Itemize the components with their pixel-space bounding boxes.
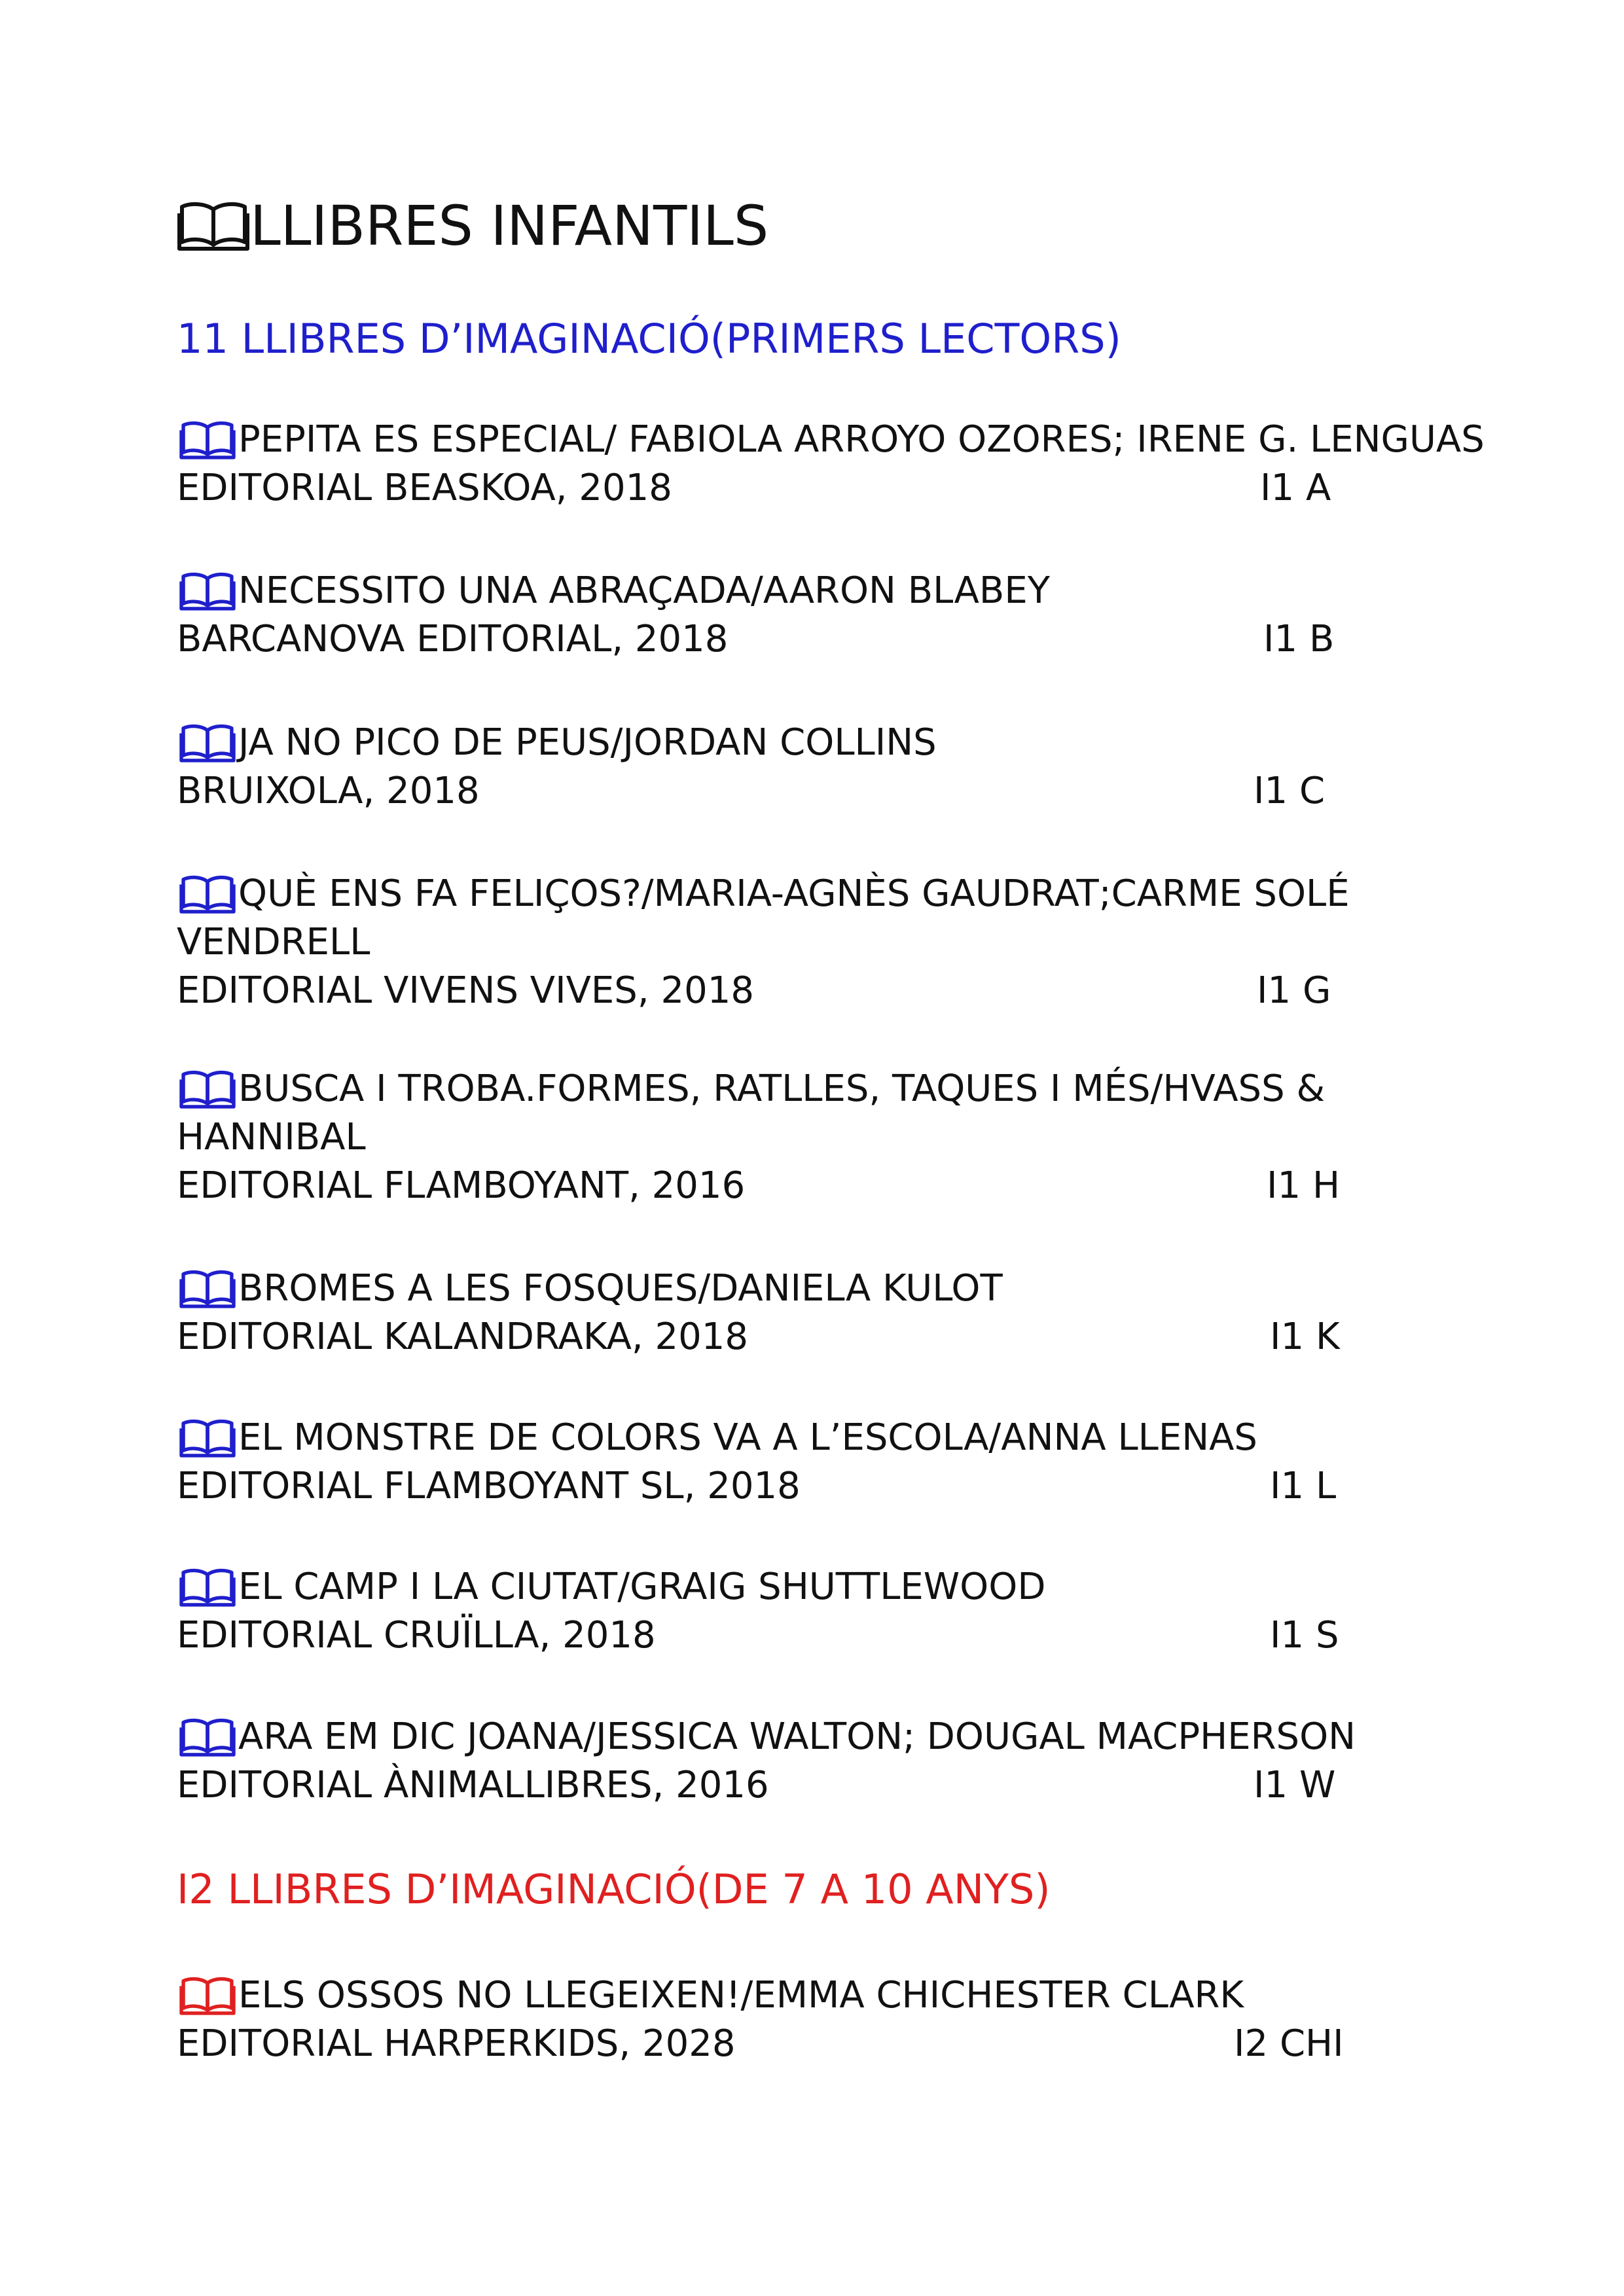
book-title: BROMES A LES FOSQUES/DANIELA KULOT: [238, 1267, 1003, 1310]
section-heading-i1: 11 LLIBRES D’IMAGINACIÓ(PRIMERS LECTORS): [177, 315, 1121, 363]
book-title: JA NO PICO DE PEUS/JORDAN COLLINS: [238, 721, 937, 764]
book-title-line: [177, 1265, 1486, 1313]
book-entry: [177, 870, 1486, 1015]
book-publisher-line: [177, 1162, 1486, 1210]
book-publisher-line: [177, 767, 1486, 816]
book-title-line: [177, 1713, 1486, 1761]
book-publisher: BARCANOVA EDITORIAL, 2018: [177, 618, 729, 660]
open-book-icon: [177, 1269, 238, 1308]
book-code: I1 H: [1267, 1164, 1341, 1207]
book-entry: [177, 719, 1486, 816]
book-publisher: EDITORIAL HARPERKIDS, 2028: [177, 2022, 736, 2065]
book-publisher: EDITORIAL VIVENS VIVES, 2018: [177, 969, 754, 1012]
book-publisher: EDITORIAL ÀNIMALLIBRES, 2016: [177, 1764, 769, 1806]
open-book-icon: [177, 200, 250, 251]
book-entry: [177, 416, 1486, 512]
book-title: BUSCA I TROBA.FORMES, RATLLES, TAQUES I MÉS/HVASS &: [238, 1067, 1326, 1110]
book-publisher-line: [177, 615, 1486, 664]
book-title: EL MONSTRE DE COLORS VA A L’ESCOLA/ANNA LLENAS: [238, 1416, 1257, 1459]
book-title-continued: [177, 918, 1486, 967]
book-code: I1 S: [1270, 1614, 1339, 1657]
book-title-line: [177, 1414, 1486, 1462]
open-book-icon: [177, 1976, 238, 2015]
book-title-line-2: HANNIBAL: [177, 1116, 366, 1158]
book-publisher-line: [177, 967, 1486, 1015]
open-book-icon: [177, 1568, 238, 1607]
book-title-line: [177, 870, 1486, 918]
book-entry: [177, 1065, 1486, 1210]
book-code: I2 CHI: [1234, 2022, 1344, 2065]
book-title-line: [177, 1065, 1486, 1113]
book-code: I1 A: [1260, 467, 1331, 509]
book-title: ARA EM DIC JOANA/JESSICA WALTON; DOUGAL MACPHERSON: [238, 1715, 1356, 1758]
book-title-line: [177, 416, 1486, 464]
book-publisher: EDITORIAL KALANDRAKA, 2018: [177, 1316, 749, 1358]
book-title-line: [177, 719, 1486, 767]
open-book-icon: [177, 1418, 238, 1458]
section-heading-i2: I2 LLIBRES D’IMAGINACIÓ(DE 7 A 10 ANYS): [177, 1865, 1051, 1913]
book-title: NECESSITO UNA ABRAÇADA/AARON BLABEY: [238, 569, 1050, 612]
book-title-line: [177, 1971, 1486, 2020]
book-entry: [177, 1265, 1486, 1361]
page-title-text: LLIBRES INFANTILS: [250, 194, 769, 258]
book-entry: [177, 1563, 1486, 1660]
book-publisher-line: [177, 1761, 1486, 1810]
book-code: I1 K: [1270, 1316, 1340, 1358]
book-publisher-line: [177, 2020, 1486, 2068]
book-entry: [177, 1414, 1486, 1511]
book-publisher: BRUIXOLA, 2018: [177, 770, 480, 812]
book-title-line-2: VENDRELL: [177, 921, 370, 963]
book-publisher-line: [177, 464, 1486, 512]
book-code: I1 B: [1263, 618, 1335, 660]
book-entry: [177, 1971, 1486, 2068]
book-title: QUÈ ENS FA FELIÇOS?/MARIA-AGNÈS GAUDRAT;CARME SOLÉ: [238, 872, 1350, 915]
book-publisher-line: [177, 1313, 1486, 1361]
book-entry: [177, 1713, 1486, 1810]
open-book-icon: [177, 571, 238, 611]
open-book-icon: [177, 1717, 238, 1757]
book-publisher: EDITORIAL CRUÏLLA, 2018: [177, 1614, 656, 1657]
book-title-line: [177, 567, 1486, 615]
book-title-continued: [177, 1113, 1486, 1162]
book-title: PEPITA ES ESPECIAL/ FABIOLA ARROYO OZORES; IRENE G. LENGUAS: [238, 418, 1485, 461]
book-publisher: EDITORIAL BEASKOA, 2018: [177, 467, 672, 509]
book-publisher: EDITORIAL FLAMBOYANT SL, 2018: [177, 1465, 801, 1507]
book-code: I1 C: [1254, 770, 1326, 812]
book-publisher-line: [177, 1462, 1486, 1511]
book-title: EL CAMP I LA CIUTAT/GRAIG SHUTTLEWOOD: [238, 1566, 1046, 1608]
book-publisher: EDITORIAL FLAMBOYANT, 2016: [177, 1164, 746, 1207]
open-book-icon: [177, 874, 238, 914]
book-code: I1 G: [1257, 969, 1331, 1012]
open-book-icon: [177, 723, 238, 762]
page-title: [177, 187, 768, 265]
open-book-icon: [177, 1069, 238, 1109]
book-code: I1 L: [1270, 1465, 1337, 1507]
book-publisher-line: [177, 1611, 1486, 1660]
book-title: ELS OSSOS NO LLEGEIXEN!/EMMA CHICHESTER CLARK: [238, 1974, 1244, 2017]
book-entry: [177, 567, 1486, 664]
open-book-icon: [177, 420, 238, 459]
book-code: I1 W: [1254, 1764, 1336, 1806]
book-title-line: [177, 1563, 1486, 1611]
